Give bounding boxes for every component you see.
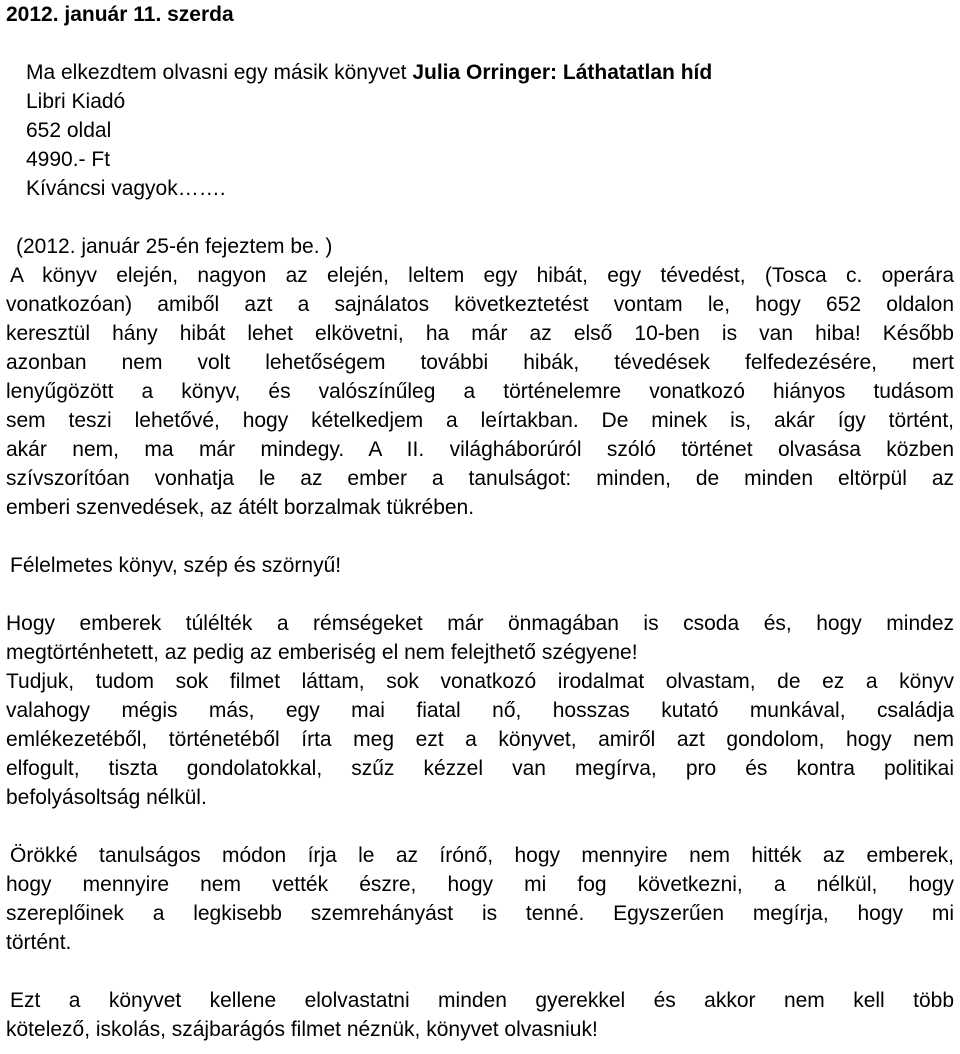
price: 4990.- Ft [26,148,111,171]
paragraph-line: azonban nem volt lehetőségem további hibák, tévedések felfedezésére, mert [6,351,954,374]
paragraph-line: Örökké tanulságos módon írja le az írónő, hogy mennyire nem hitték az emberek, [10,844,954,867]
diary-date-heading: 2012. január 11. szerda [6,3,234,26]
paragraph-line: megtörténhetett, az pedig az emberiség el nem felejthető szégyene! [6,641,638,664]
paragraph-line: emberi szenvedések, az átélt borzalmak tükrében. [6,496,475,519]
paragraph-line: keresztül hány hibát lehet elkövetni, ha már az első 10-ben is van hiba! Később [6,322,954,345]
paragraph-line: történt. [6,931,72,954]
paragraph-line: Félelmetes könyv, szép és szörnyű! [10,554,342,577]
paragraph-line: befolyásoltság nélkül. [6,786,207,809]
paragraph-line: Hogy emberek túlélték a rémségeket már önmagában is csoda és, hogy mindez [6,612,954,635]
book-title: Julia Orringer: Láthatatlan híd [412,61,713,84]
page-count: 652 oldal [26,119,112,142]
paragraph-line: vonatkozóan) amiből azt a sajnálatos következtetést vontam le, hogy 652 oldalon [6,293,954,316]
paragraph-line: A könyv elején, nagyon az elején, leltem egy hibát, egy tévedést, (Tosca c. operára [10,264,954,287]
paragraph-line: hogy mennyire nem vették észre, hogy mi fog következni, a nélkül, hogy [6,873,954,896]
paragraph-line: szereplőinek a legkisebb szemrehányást is tenné. Egyszerűen megírja, hogy mi [6,902,954,925]
paragraph-line: Ezt a könyvet kellene elolvastatni minden gyerekkel és akkor nem kell több [10,989,954,1012]
intro-text: Ma elkezdtem olvasni egy másik könyvet [26,61,413,84]
paragraph-line: valahogy mégis más, egy mai fiatal nő, hosszas kutató munkával, családja [6,699,954,722]
paragraph-line: Tudjuk, tudom sok filmet láttam, sok vonatkozó irodalmat olvastam, de ez a könyv [6,670,954,693]
publisher: Libri Kiadó [26,90,126,113]
curious-note: Kíváncsi vagyok……. [26,177,226,200]
paragraph-line: akár nem, ma már mindegy. A II. világháborúról szóló történet olvasása közben [6,438,954,461]
finished-date: (2012. január 25-én fejeztem be. ) [16,235,333,258]
paragraph-line: sem teszi lehetővé, hogy kételkedjem a leírtakban. De minek is, akár így történt, [6,409,954,432]
paragraph-line: kötelező, iskolás, szájbarágós filmet néznük, könyvet olvasniuk! [6,1018,598,1041]
paragraph-line: lenyűgözött a könyv, és valószínűleg a történelemre vonatkozó hiányos tudásom [6,380,954,403]
paragraph-line: szívszorítóan vonhatja le az ember a tanulságot: minden, de minden eltörpül az [6,467,954,490]
paragraph-line: emlékezetéből, történetéből írta meg ezt a könyvet, amiről azt gondolom, hogy nem [6,728,954,751]
paragraph-line: elfogult, tiszta gondolatokkal, szűz kézzel van megírva, pro és kontra politikai [6,757,954,780]
intro-line [26,60,712,86]
